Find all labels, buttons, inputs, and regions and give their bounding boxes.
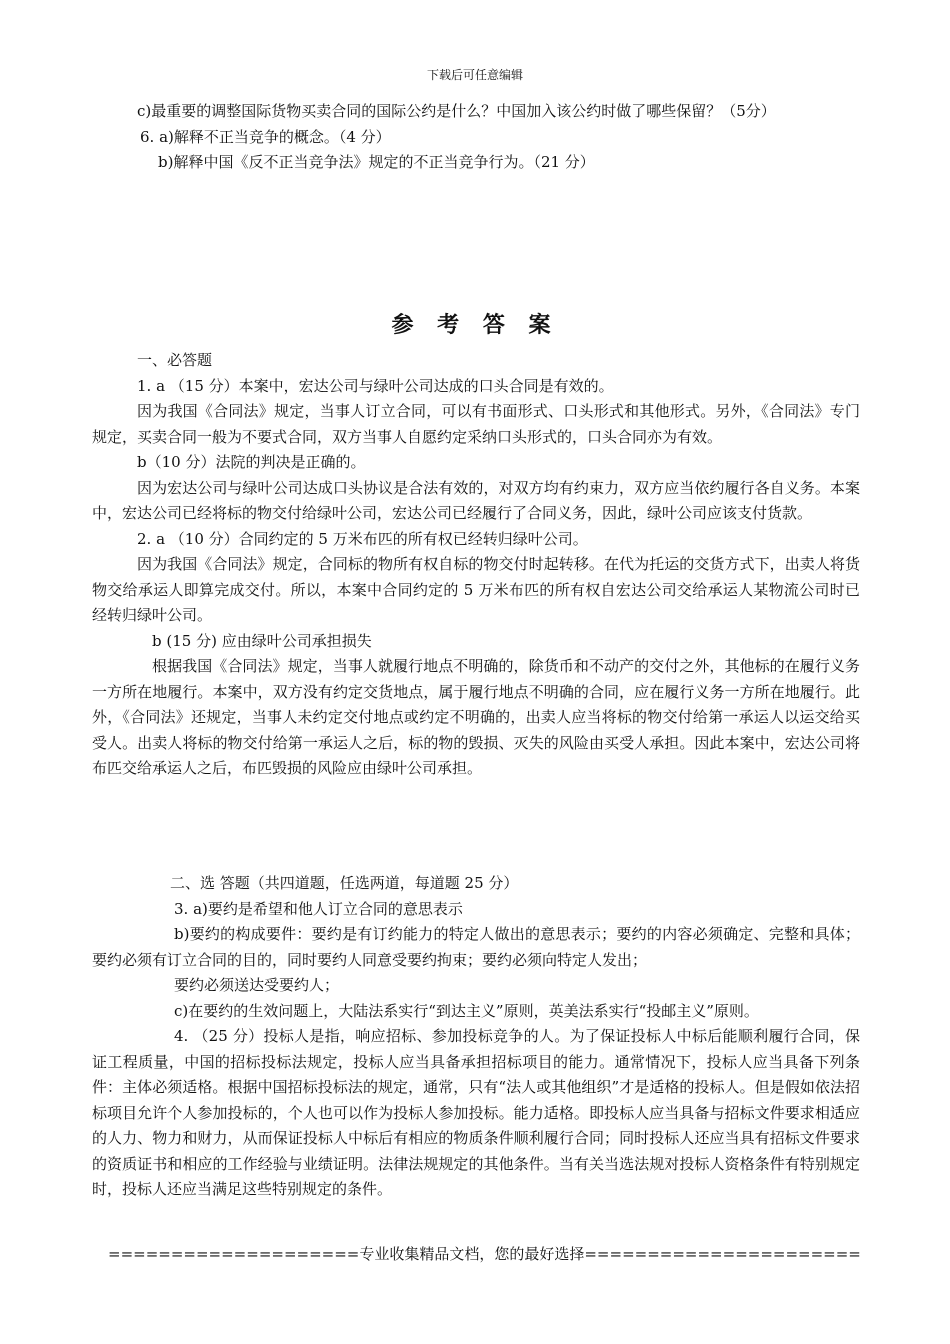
question-6a: 6. a)解释不正当竞争的概念。（4 分） bbox=[140, 127, 391, 146]
answer-3b: b)要约的构成要件：要约是有订约能力的特定人做出的意思表示；要约的内容必须确定、完整和具体；要约必须有订立合同的目的，同时要约人同意受要约拘束；要约必须向特定人发出； bbox=[92, 925, 860, 969]
answer-2a: 2. a （10 分）合同约定的 5 万米布匹的所有权已经转归绿叶公司。 bbox=[137, 529, 588, 548]
page-footer: ====================专业收集精品文档，您的最好选择====================== bbox=[108, 1245, 861, 1263]
section-required bbox=[92, 348, 860, 782]
answers-title: 参 考 答 案 bbox=[391, 313, 559, 338]
answer-3a: 3. a)要约是希望和他人订立合同的意思表示 bbox=[174, 899, 463, 918]
answer-4: 4. （25 分）投标人是指，响应招标、参加投标竞争的人。为了保证投标人中标后能顺利履行合同，保证工程质量，中国的招标投标法规定，投标人应当具备承担招标项目的能力。通常情况下，投标人应当具备下列条件：主体必须适格。根据中国招标投标法的规定，通常，只有“法人或其他组织”才是适格的投标人。但是假如依法招标项目允许个人参加投标的，个人也可以作为投标人参加投标。能力适格。即投标人应当具备与招标文件要求相适应的人力、物力和财力，从而保证投标人中标后有相应的物质条件顺利履行合同；同时投标人还应当具有招标文件要求的资质证书和相应的工作经验与业绩证明。法律法规规定的其他条件。当有关当选法规对投标人资格条件有特别规定时，投标人还应当满足这些特别规定的条件。 bbox=[92, 1027, 860, 1198]
remaining-questions bbox=[92, 99, 860, 176]
answer-1b-reason: 因为宏达公司与绿叶公司达成口头协议是合法有效的，对双方均有约束力，双方应当依约履行各自义务。本案中，宏达公司已经将标的物交付给绿叶公司，宏达公司已经履行了合同义务，因此，绿叶公司应该支付货款。 bbox=[92, 478, 860, 522]
question-6b: b)解释中国《反不正当竞争法》规定的不正当竞争行为。（21 分） bbox=[158, 153, 595, 171]
answer-1b: b（10 分）法院的判决是正确的。 bbox=[137, 453, 366, 471]
answer-2b-reason: 根据我国《合同法》规定，当事人就履行地点不明确的，除货币和不动产的交付之外，其他标的在履行义务一方所在地履行。本案中，双方没有约定交货地点，属于履行地点不明确的合同，应在履行义务一方所在地履行。此外，《合同法》还规定，当事人未约定交付地点或约定不明确的，出卖人应当将标的物交付给第一承运人以运交给买受人。出卖人将标的物交付给第一承运人之后，标的物的毁损、灭失的风险由买受人承担。因此本案中，宏达公司将布匹交给承运人之后，布匹毁损的风险应由绿叶公司承担。 bbox=[92, 657, 860, 777]
question-5c: c)最重要的调整国际货物买卖合同的国际公约是什么？中国加入该公约时做了哪些保留？（5分） bbox=[137, 102, 776, 120]
section-optional bbox=[92, 871, 860, 1203]
section-heading: 二、选 答题（共四道题，任选两道，每道题 25 分） bbox=[170, 874, 519, 892]
answer-1a-reason: 因为我国《合同法》规定，当事人订立合同，可以有书面形式、口头形式和其他形式。另外，《合同法》专门规定，买卖合同一般为不要式合同，双方当事人自愿约定采纳口头形式的，口头合同亦为有效。 bbox=[92, 402, 860, 446]
answer-2a-reason: 因为我国《合同法》规定，合同标的物所有权自标的物交付时起转移。在代为托运的交货方式下，出卖人将货物交给承运人即算完成交付。所以，本案中合同约定的 5 万米布匹的所有权自宏达公司交给承运人某物流公司时已经转归绿叶公司。 bbox=[92, 555, 860, 624]
answer-1a: 1. a （15 分）本案中，宏达公司与绿叶公司达成的口头合同是有效的。 bbox=[137, 376, 614, 395]
answer-2b: b (15 分) 应由绿叶公司承担损失 bbox=[152, 631, 372, 650]
answer-3c: c)在要约的生效问题上，大陆法系实行“到达主义”原则，英美法系实行“投邮主义”原则。 bbox=[174, 1001, 759, 1020]
section-heading: 一、必答题 bbox=[137, 351, 213, 369]
answer-3b-cont: 要约必须送达受要约人； bbox=[174, 976, 340, 994]
page-header-note: 下载后可任意编辑 bbox=[426, 68, 523, 82]
